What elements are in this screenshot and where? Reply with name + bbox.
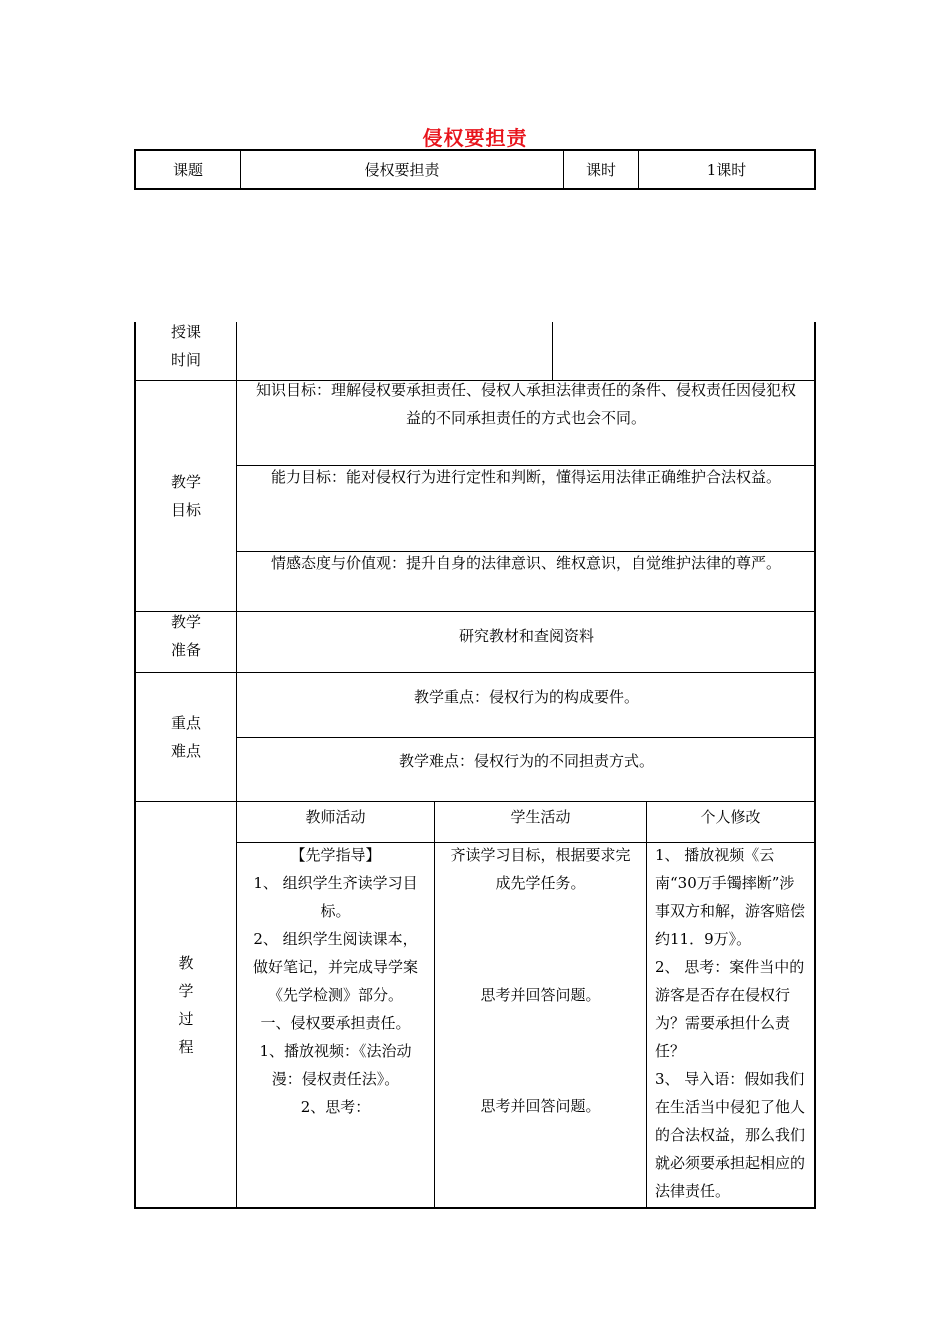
personal-modifications [647,841,814,1205]
column-header-personal: 个人修改 [700,808,761,826]
teacher-item: 2、 组织学生阅读课本，做好笔记，并完成导学案《先学检测》部分。 [252,930,418,1004]
column-header-teacher: 教师活动 [305,808,366,826]
goals-label: 教学 目标 [170,473,201,519]
main-border-bottom [134,1207,816,1209]
student-activity: 齐读学习目标，根据要求完成先学任务。 [450,846,631,892]
topic-label: 课题 [172,160,203,179]
difficult-point: 教学难点：侵权行为的不同担责方式。 [398,752,654,770]
teacher-activities [237,841,434,1121]
rule-after-goals [134,611,816,612]
prep-value: 研究教材和查阅资料 [458,627,594,645]
teacher-item: 1、 组织学生齐读学习目标。 [253,874,418,920]
student-activity: 思考并回答问题。 [480,986,601,1004]
keypoints-label: 重点 难点 [170,714,201,760]
rule-keypoints [236,737,816,738]
document-title: 侵权要担责 [422,126,528,150]
topic-value: 侵权要担责 [364,160,440,179]
student-activity: 思考并回答问题。 [480,1097,601,1115]
header-border-right [814,149,816,190]
rule-after-keypoints [134,801,816,802]
header-table-bottom-border [134,188,816,190]
knowledge-goal: 知识目标：理解侵权要承担责任、侵权人承担法律责任的条件、侵权责任因侵犯权益的不同承担责任的方式也会不同。 [255,381,796,427]
hours-value: 1课时 [706,160,747,179]
teacher-item: 一、侵权要承担责任。 [260,1014,411,1032]
teacher-item: 2、思考： [300,1098,371,1116]
personal-item: 3、 导入语：假如我们在生活当中侵犯了他人的合法权益，那么我们就必须要承担起相应的法律责任。 [655,1070,806,1200]
time-row-divider [552,322,553,380]
prep-label: 教学 准备 [170,613,201,659]
column-header-student: 学生活动 [510,808,571,826]
ability-goal: 能力目标：能对侵权行为进行定性和判断，懂得运用法律正确维护合法权益。 [270,468,781,486]
teacher-item: 【先学指导】 [290,846,381,864]
personal-item: 1、 播放视频《云南“30万手镯摔断”涉事双方和解，游客赔偿约11．9万》。 [655,846,806,948]
key-point: 教学重点：侵权行为的构成要件。 [413,688,639,706]
emotion-goal: 情感态度与价值观：提升自身的法律意识、维权意识，自觉维护法律的尊严。 [270,554,781,572]
process-label: 教 学 过 程 [178,953,194,1056]
teacher-item: 1、播放视频：《法治动漫：侵权责任法》。 [259,1042,412,1088]
hours-label: 课时 [585,160,616,179]
personal-item: 2、 思考：案件当中的游客是否存在侵权行为？需要承担什么责任？ [655,958,805,1060]
time-value-cell [237,322,552,380]
time-label: 授课 时间 [170,323,201,369]
rule-after-prep [134,672,816,673]
